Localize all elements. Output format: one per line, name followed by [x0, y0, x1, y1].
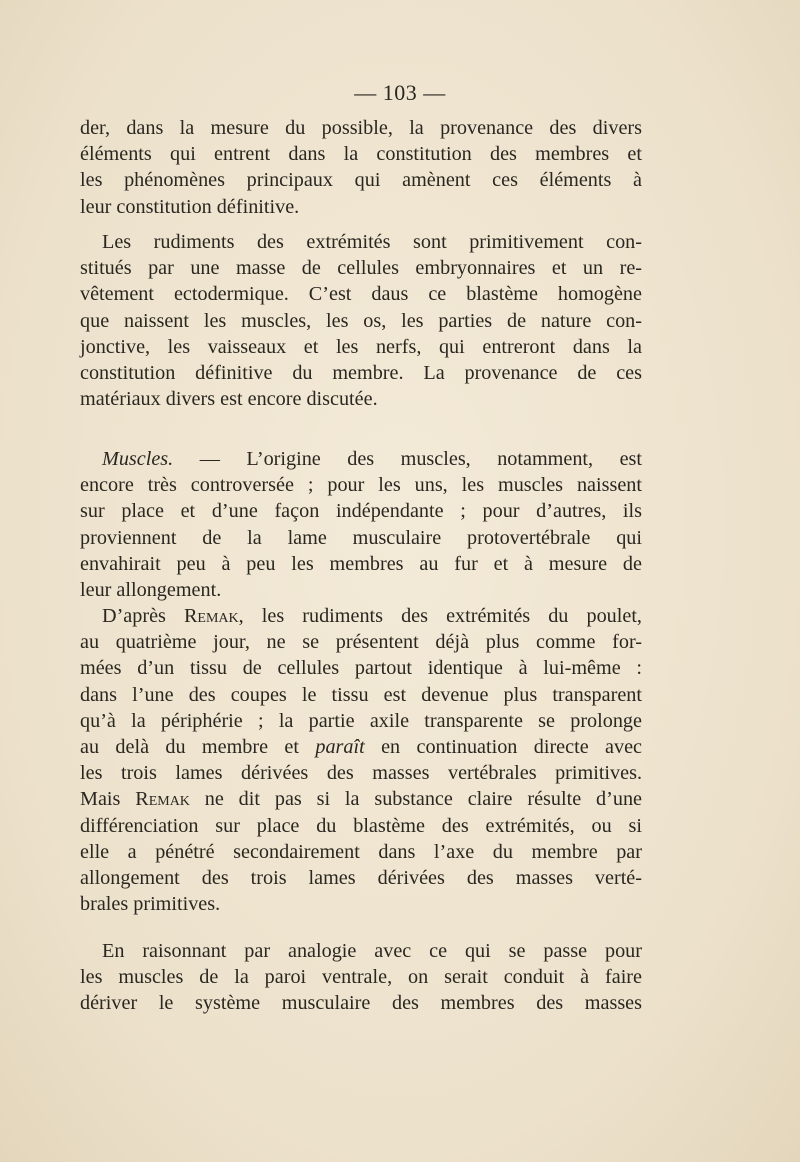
emphasis: paraît — [315, 735, 365, 758]
line-text: que naissent les muscles, les os, les parties de nature con- — [80, 309, 642, 332]
text-line — [80, 629, 642, 655]
line-text: éléments qui entrent dans la constitution des membres et — [80, 143, 642, 166]
text-line — [80, 551, 642, 577]
text-line — [80, 472, 642, 498]
line-text: envahirait peu à peu les membres au fur et à mesure de — [80, 552, 642, 575]
text-line — [80, 682, 642, 708]
text-line — [80, 760, 642, 786]
author-name: Remak — [183, 605, 239, 627]
line-text: leur constitution définitive. — [80, 195, 300, 218]
text-line — [80, 115, 642, 141]
paragraph-5 — [80, 938, 642, 1017]
paragraph-3 — [80, 446, 642, 603]
text-line — [80, 786, 642, 812]
text-line — [80, 194, 642, 220]
line-text: qu’à la périphérie ; la partie axile transparente se prolonge — [80, 709, 642, 732]
line-text: matériaux divers est encore discutée. — [80, 388, 378, 411]
paragraph-2 — [80, 229, 642, 412]
text-line — [80, 141, 642, 167]
author-name: Remak — [135, 788, 190, 811]
line-text: Mais — [80, 788, 136, 811]
line-text: der, dans la mesure du possible, la provenance des divers — [80, 117, 642, 139]
line-text: vêtement ectodermique. C’est daus ce blastème homogène — [80, 283, 642, 306]
page-number: — 103 — — [354, 80, 446, 105]
line-text: au quatrième jour, ne se présentent déjà plus comme for- — [80, 631, 642, 654]
line-text: au delà du membre et — [80, 735, 316, 758]
line-text: allongement des trois lames dérivées des masses verté- — [80, 866, 642, 889]
text-line — [80, 708, 642, 734]
text-line — [80, 308, 642, 334]
line-text: elle a pénétré secondairement dans l’axe du membre par — [80, 840, 642, 863]
line-text: sur place et d’une façon indépendante ; pour d’autres, ils — [80, 500, 642, 523]
line-text: jonctive, les vaisseaux et les nerfs, qui entreront dans la — [80, 335, 642, 358]
line-text: les trois lames dérivées des masses vertébrales primitives. — [80, 762, 642, 785]
line-text: , les rudiments des extrémités du poulet, — [238, 605, 642, 627]
line-text: différenciation sur place du blastème des extrémités, ou si — [80, 814, 642, 837]
line-text: constitution définitive du membre. La provenance de ces — [80, 361, 642, 384]
section-heading: Muscles. — [102, 448, 174, 470]
line-text: encore très controversée ; pour les uns, les muscles naissent — [80, 474, 642, 497]
text-line — [80, 167, 642, 193]
text-line — [80, 813, 642, 839]
line-text: dériver le système musculaire des membres des masses — [80, 992, 642, 1015]
line-text: brales primitives. — [80, 893, 221, 916]
text-line — [80, 865, 642, 891]
text-line — [80, 446, 642, 472]
paragraph-1 — [80, 115, 642, 220]
line-text: — L’origine des muscles, notamment, est — [173, 448, 642, 470]
line-text: dans l’une des coupes le tissu est devenue plus transparent — [80, 683, 642, 706]
text-line — [80, 360, 642, 386]
line-text: les muscles de la paroi ventrale, on serait conduit à faire — [80, 966, 642, 989]
line-text: en continuation directe avec — [364, 735, 642, 758]
line-text: les phénomènes principaux qui amènent ces éléments à — [80, 169, 642, 192]
text-line — [80, 229, 642, 255]
text-line — [80, 525, 642, 551]
line-text: proviennent de la lame musculaire protovertébrale qui — [80, 526, 642, 549]
text-line — [80, 255, 642, 281]
text-line — [80, 334, 642, 360]
text-line — [80, 281, 642, 307]
text-line — [80, 990, 642, 1016]
line-text: ne dit pas si la substance claire résulte d’une — [189, 788, 643, 811]
text-line — [80, 386, 642, 412]
text-line — [80, 891, 642, 917]
paragraph-4 — [80, 603, 642, 917]
text-line — [80, 734, 642, 760]
line-text: Les rudiments des extrémités sont primitivement con- — [102, 231, 642, 253]
line-text: D’après — [102, 605, 184, 627]
text-line — [80, 839, 642, 865]
text-line — [80, 603, 642, 629]
text-line — [80, 577, 642, 603]
line-text: leur allongement. — [80, 578, 222, 601]
line-text: En raisonnant par analogie avec ce qui se passe pour — [102, 940, 642, 962]
line-text: mées d’un tissu de cellules partout identique à lui-même : — [80, 657, 642, 680]
text-line — [80, 964, 642, 990]
text-line — [80, 498, 642, 524]
text-line — [80, 938, 642, 964]
line-text: stitués par une masse de cellules embryonnaires et un re- — [80, 257, 642, 280]
text-line — [80, 655, 642, 681]
